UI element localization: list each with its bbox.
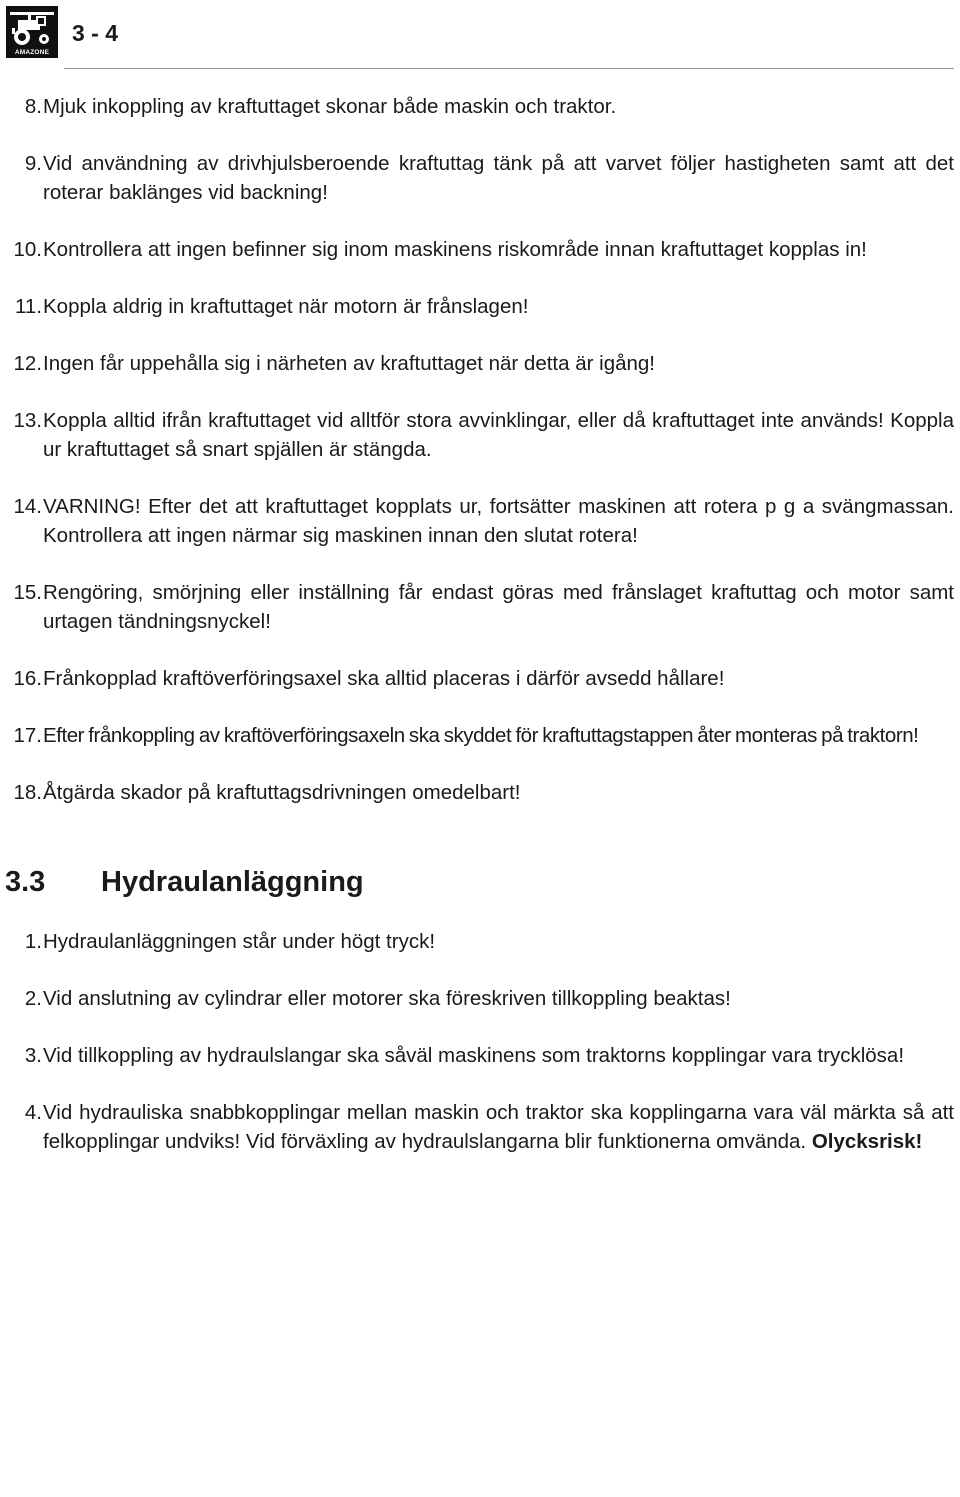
list-item [8,349,954,378]
list-item [8,1098,954,1156]
item-number: 10. [13,238,42,261]
hydraulic-safety-list [8,927,954,1156]
item-number: 11. [15,295,42,318]
page-number: 3 - 4 [72,20,119,46]
item-number: 17. [13,724,42,747]
section-heading [5,864,954,900]
section-number: 3.3 [5,866,46,898]
page-header [6,6,954,66]
list-item [8,149,954,207]
list-item [8,406,954,464]
item-text: Kontrollera att ingen befinner sig inom maskinens riskområde innan kraftuttaget kopplas in! [43,238,867,261]
item-text: Koppla alltid ifrån kraftuttaget vid alltför stora avvinklingar, eller då kraftuttaget inte används! Koppla ur kraftuttaget så snart spjällen är stängda. [43,409,954,461]
item-number: 9. [24,152,42,175]
accident-risk-warning: Olycksrisk! [811,1130,923,1153]
item-number: 2. [24,987,42,1010]
page-content [5,92,954,1184]
logo-text: AMAZONE [14,49,50,56]
item-text: Koppla aldrig in kraftuttaget när motorn är frånslagen! [43,295,529,318]
item-number: 18. [13,781,42,804]
item-text: Frånkopplad kraftöverföringsaxel ska alltid placeras i därför avsedd hållare! [43,667,725,690]
item-number: 14. [13,495,42,518]
item-text: Åtgärda skador på kraftuttagsdrivningen omedelbart! [43,781,521,804]
item-text: Vid användning av drivhjulsberoende kraftuttag tänk på att varvet följer hastigheten samt att det roterar baklänges vid backning! [43,152,954,204]
item-text: Vid anslutning av cylindrar eller motorer ska föreskriven tillkoppling beaktas! [43,987,731,1010]
item-text: Hydraulanläggningen står under högt tryck! [43,930,436,953]
item-number: 4. [24,1101,42,1124]
item-number: 15. [13,581,42,604]
item-number: 16. [13,667,42,690]
list-item [8,1041,954,1070]
list-item [8,778,954,807]
list-item [8,664,954,693]
tractor-icon [6,6,58,48]
header-divider [64,68,954,69]
item-text-body: Vid hydrauliska snabbkopplingar mellan maskin och traktor ska kopplingarna vara väl märkta så att felkopplingar undviks! Vid förväxling av hydraulslangarna blir funktionerna omvända. [43,1101,954,1153]
item-text: Efter frånkoppling av kraftöverföringsaxeln ska skyddet för kraftuttagstappen åter monteras på traktorn! [43,724,919,747]
item-number: 13. [13,409,42,432]
list-item [8,927,954,956]
list-item [8,492,954,550]
pto-safety-list [8,92,954,807]
list-item [8,984,954,1013]
list-item [8,235,954,264]
item-text: Mjuk inkoppling av kraftuttaget skonar både maskin och traktor. [43,95,617,118]
item-number: 12. [13,352,42,375]
item-number: 3. [24,1044,42,1067]
item-number: 1. [24,930,42,953]
list-item [8,721,954,750]
section-title: Hydraulanläggning [101,866,364,898]
list-item [8,578,954,636]
list-item [8,92,954,121]
item-number: 8. [24,95,42,118]
item-text: Rengöring, smörjning eller inställning får endast göras med frånslaget kraftuttag och motor samt urtagen tändningsnyckel! [43,581,954,633]
item-text: Vid tillkoppling av hydraulslangar ska såväl maskinens som traktorns kopplingar vara trycklösa! [43,1044,905,1067]
item-text [43,1098,954,1156]
list-item [8,292,954,321]
amazone-logo [6,6,58,58]
item-text: Ingen får uppehålla sig i närheten av kraftuttaget när detta är igång! [43,352,655,375]
item-text: VARNING! Efter det att kraftuttaget kopplats ur, fortsätter maskinen att rotera p g a svängmassan. Kontrollera att ingen närmar sig maskinen innan den slutat rotera! [43,495,954,547]
